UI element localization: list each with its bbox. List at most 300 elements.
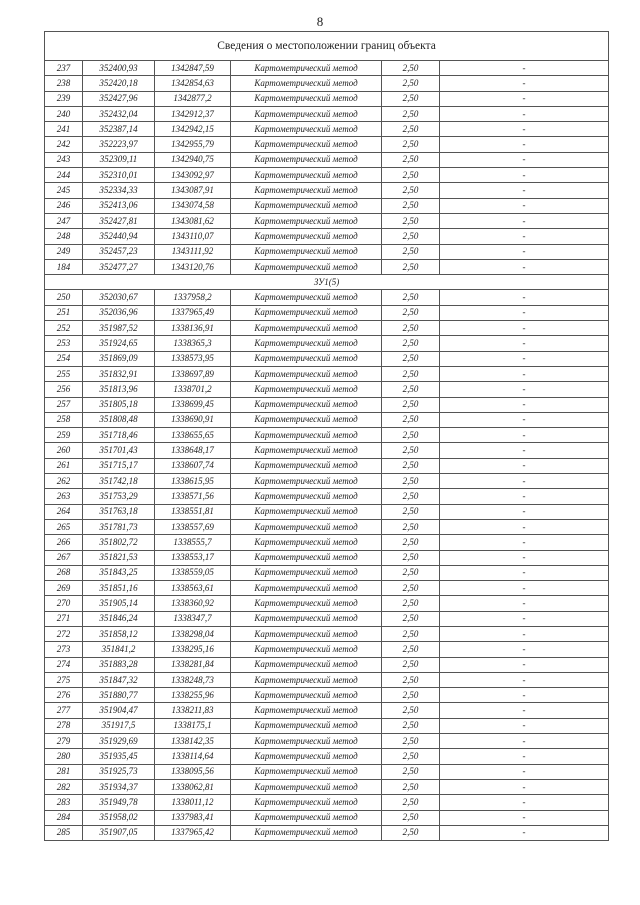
coordinate-y: 1338114,64 [155,749,231,764]
description-cell: - [440,168,609,183]
description-cell: - [440,198,609,213]
description-cell: - [440,305,609,320]
description-cell: - [440,489,609,504]
table-row [45,795,609,810]
accuracy-cell: 2,50 [382,565,440,580]
description-cell: - [440,779,609,794]
point-number: 271 [45,611,83,626]
coordinate-x: 351742,18 [83,474,155,489]
description-cell: - [440,366,609,381]
coordinate-y: 1338573,95 [155,351,231,366]
table-row [45,259,609,274]
coordinate-y: 1343120,76 [155,259,231,274]
coordinate-y: 1338607,74 [155,458,231,473]
point-number: 256 [45,382,83,397]
table-row [45,137,609,152]
coordinate-x: 352427,96 [83,91,155,106]
point-number: 273 [45,642,83,657]
accuracy-cell: 2,50 [382,122,440,137]
coordinate-x: 351858,12 [83,626,155,641]
description-cell: - [440,581,609,596]
coordinate-x: 351718,46 [83,428,155,443]
description-cell: - [440,428,609,443]
point-number: 284 [45,810,83,825]
accuracy-cell: 2,50 [382,825,440,840]
method-cell: Картометрический метод [231,474,382,489]
coordinate-x: 351781,73 [83,519,155,534]
coordinate-y: 1343110,07 [155,229,231,244]
method-cell: Картометрический метод [231,810,382,825]
table-row [45,626,609,641]
point-number: 277 [45,703,83,718]
method-cell: Картометрический метод [231,672,382,687]
point-number: 239 [45,91,83,106]
point-number: 240 [45,106,83,121]
page-number: 8 [316,14,324,29]
coordinate-y: 1338553,17 [155,550,231,565]
accuracy-cell: 2,50 [382,642,440,657]
section-label: ЗУ1(5) [45,275,609,290]
coordinate-x: 351847,32 [83,672,155,687]
table-row [45,596,609,611]
description-cell: - [440,213,609,228]
description-cell: - [440,596,609,611]
method-cell: Картометрический метод [231,61,382,76]
coordinate-y: 1337965,42 [155,825,231,840]
point-number: 266 [45,535,83,550]
method-cell: Картометрический метод [231,626,382,641]
table-row [45,504,609,519]
coordinate-x: 351917,5 [83,718,155,733]
method-cell: Картометрический метод [231,244,382,259]
coordinate-x: 352223,97 [83,137,155,152]
coordinate-y: 1338281,84 [155,657,231,672]
method-cell: Картометрический метод [231,305,382,320]
accuracy-cell: 2,50 [382,581,440,596]
coordinate-y: 1343092,97 [155,168,231,183]
method-cell: Картометрический метод [231,366,382,381]
point-number: 250 [45,290,83,305]
coordinate-x: 351925,73 [83,764,155,779]
point-number: 257 [45,397,83,412]
coordinate-x: 351924,65 [83,336,155,351]
accuracy-cell: 2,50 [382,718,440,733]
description-cell: - [440,76,609,91]
coordinate-x: 351949,78 [83,795,155,810]
table-row [45,764,609,779]
accuracy-cell: 2,50 [382,412,440,427]
description-cell: - [440,519,609,534]
coordinate-y: 1338690,91 [155,412,231,427]
coordinate-x: 352387,14 [83,122,155,137]
accuracy-cell: 2,50 [382,382,440,397]
description-cell: - [440,336,609,351]
method-cell: Картометрический метод [231,764,382,779]
accuracy-cell: 2,50 [382,106,440,121]
coordinate-x: 351851,16 [83,581,155,596]
table-row [45,152,609,167]
description-cell: - [440,443,609,458]
coordinate-x: 351907,05 [83,825,155,840]
point-number: 279 [45,734,83,749]
table-row [45,458,609,473]
coordinate-x: 351841,2 [83,642,155,657]
table-row [45,61,609,76]
coordinate-y: 1337983,41 [155,810,231,825]
point-number: 269 [45,581,83,596]
point-number: 249 [45,244,83,259]
method-cell: Картометрический метод [231,397,382,412]
accuracy-cell: 2,50 [382,351,440,366]
method-cell: Картометрический метод [231,611,382,626]
description-cell: - [440,321,609,336]
coordinate-y: 1342847,59 [155,61,231,76]
coordinate-y: 1337958,2 [155,290,231,305]
table-row [45,443,609,458]
description-cell: - [440,351,609,366]
point-number: 258 [45,412,83,427]
table-row [45,382,609,397]
table-row [45,122,609,137]
coordinate-y: 1338555,7 [155,535,231,550]
method-cell: Картометрический метод [231,168,382,183]
coordinate-y: 1338557,69 [155,519,231,534]
method-cell: Картометрический метод [231,718,382,733]
description-cell: - [440,672,609,687]
description-cell: - [440,183,609,198]
accuracy-cell: 2,50 [382,504,440,519]
coordinate-x: 351934,37 [83,779,155,794]
coordinate-y: 1338248,73 [155,672,231,687]
point-number: 265 [45,519,83,534]
accuracy-cell: 2,50 [382,749,440,764]
coordinate-x: 351958,02 [83,810,155,825]
point-number: 274 [45,657,83,672]
accuracy-cell: 2,50 [382,168,440,183]
table-title: Сведения о местоположении границ объекта [45,32,609,61]
table-row [45,474,609,489]
method-cell: Картометрический метод [231,795,382,810]
table-row [45,535,609,550]
description-cell: - [440,152,609,167]
description-cell: - [440,795,609,810]
accuracy-cell: 2,50 [382,76,440,91]
coordinate-y: 1338347,7 [155,611,231,626]
method-cell: Картометрический метод [231,412,382,427]
table-row [45,397,609,412]
method-cell: Картометрический метод [231,382,382,397]
table-row [45,412,609,427]
point-number: 245 [45,183,83,198]
point-number: 259 [45,428,83,443]
description-cell: - [440,474,609,489]
coordinate-y: 1338142,35 [155,734,231,749]
coordinate-x: 351987,52 [83,321,155,336]
accuracy-cell: 2,50 [382,688,440,703]
point-number: 254 [45,351,83,366]
accuracy-cell: 2,50 [382,458,440,473]
coordinate-y: 1343087,91 [155,183,231,198]
coordinate-x: 352427,81 [83,213,155,228]
method-cell: Картометрический метод [231,596,382,611]
method-cell: Картометрический метод [231,749,382,764]
coordinate-x: 351832,91 [83,366,155,381]
method-cell: Картометрический метод [231,428,382,443]
coordinate-x: 352457,23 [83,244,155,259]
description-cell: - [440,764,609,779]
accuracy-cell: 2,50 [382,305,440,320]
table-row [45,703,609,718]
coordinate-y: 1338211,83 [155,703,231,718]
table-row [45,366,609,381]
method-cell: Картометрический метод [231,106,382,121]
point-number: 251 [45,305,83,320]
table-row [45,76,609,91]
coordinate-y: 1338648,17 [155,443,231,458]
method-cell: Картометрический метод [231,290,382,305]
table-row [45,213,609,228]
description-cell: - [440,504,609,519]
accuracy-cell: 2,50 [382,321,440,336]
coordinate-y: 1342955,79 [155,137,231,152]
description-cell: - [440,626,609,641]
coordinate-x: 352413,06 [83,198,155,213]
table-row [45,519,609,534]
boundary-table [44,31,609,841]
method-cell: Картометрический метод [231,91,382,106]
description-cell: - [440,259,609,274]
description-cell: - [440,657,609,672]
table-row [45,810,609,825]
description-cell: - [440,734,609,749]
table-row [45,688,609,703]
point-number: 248 [45,229,83,244]
method-cell: Картометрический метод [231,183,382,198]
point-number: 263 [45,489,83,504]
table-row [45,183,609,198]
description-cell: - [440,688,609,703]
table-row [45,351,609,366]
description-cell: - [440,244,609,259]
coordinate-x: 351753,29 [83,489,155,504]
method-cell: Картометрический метод [231,259,382,274]
description-cell: - [440,122,609,137]
coordinate-y: 1338175,1 [155,718,231,733]
table-row [45,734,609,749]
point-number: 244 [45,168,83,183]
coordinate-y: 1338697,89 [155,366,231,381]
method-cell: Картометрический метод [231,642,382,657]
coordinate-x: 351701,43 [83,443,155,458]
accuracy-cell: 2,50 [382,336,440,351]
point-number: 246 [45,198,83,213]
accuracy-cell: 2,50 [382,91,440,106]
accuracy-cell: 2,50 [382,213,440,228]
method-cell: Картометрический метод [231,734,382,749]
accuracy-cell: 2,50 [382,550,440,565]
method-cell: Картометрический метод [231,825,382,840]
table-row [45,229,609,244]
accuracy-cell: 2,50 [382,244,440,259]
method-cell: Картометрический метод [231,458,382,473]
table-title-row [45,32,609,61]
coordinate-y: 1338701,2 [155,382,231,397]
method-cell: Картометрический метод [231,336,382,351]
point-number: 276 [45,688,83,703]
accuracy-cell: 2,50 [382,474,440,489]
accuracy-cell: 2,50 [382,779,440,794]
table-row [45,106,609,121]
table-row [45,428,609,443]
method-cell: Картометрический метод [231,550,382,565]
coordinate-x: 351904,47 [83,703,155,718]
coordinate-x: 352440,94 [83,229,155,244]
method-cell: Картометрический метод [231,76,382,91]
coordinate-y: 1338095,56 [155,764,231,779]
method-cell: Картометрический метод [231,703,382,718]
method-cell: Картометрический метод [231,321,382,336]
point-number: 252 [45,321,83,336]
point-number: 267 [45,550,83,565]
point-number: 243 [45,152,83,167]
method-cell: Картометрический метод [231,213,382,228]
accuracy-cell: 2,50 [382,61,440,76]
coordinate-y: 1343074,58 [155,198,231,213]
coordinate-y: 1338255,96 [155,688,231,703]
point-number: 261 [45,458,83,473]
coordinate-x: 351813,96 [83,382,155,397]
coordinate-y: 1342854,63 [155,76,231,91]
description-cell: - [440,91,609,106]
accuracy-cell: 2,50 [382,290,440,305]
description-cell: - [440,458,609,473]
table-row [45,749,609,764]
table-row [45,321,609,336]
method-cell: Картометрический метод [231,657,382,672]
coordinate-y: 1338365,3 [155,336,231,351]
point-number: 184 [45,259,83,274]
coordinate-x: 351846,24 [83,611,155,626]
table-row [45,305,609,320]
method-cell: Картометрический метод [231,581,382,596]
point-number: 282 [45,779,83,794]
accuracy-cell: 2,50 [382,657,440,672]
description-cell: - [440,550,609,565]
table-row [45,91,609,106]
point-number: 264 [45,504,83,519]
accuracy-cell: 2,50 [382,259,440,274]
point-number: 268 [45,565,83,580]
coordinate-y: 1338571,56 [155,489,231,504]
point-number: 237 [45,61,83,76]
accuracy-cell: 2,50 [382,672,440,687]
method-cell: Картометрический метод [231,688,382,703]
coordinate-x: 351869,09 [83,351,155,366]
method-cell: Картометрический метод [231,489,382,504]
accuracy-cell: 2,50 [382,428,440,443]
coordinate-y: 1342942,15 [155,122,231,137]
point-number: 270 [45,596,83,611]
table-row [45,290,609,305]
description-cell: - [440,61,609,76]
table-row [45,581,609,596]
point-number: 260 [45,443,83,458]
accuracy-cell: 2,50 [382,535,440,550]
accuracy-cell: 2,50 [382,734,440,749]
coordinate-y: 1338298,04 [155,626,231,641]
coordinate-x: 351763,18 [83,504,155,519]
coordinate-x: 352310,01 [83,168,155,183]
coordinate-x: 352030,67 [83,290,155,305]
coordinate-y: 1343111,92 [155,244,231,259]
description-cell: - [440,290,609,305]
accuracy-cell: 2,50 [382,443,440,458]
coordinate-y: 1338615,95 [155,474,231,489]
method-cell: Картометрический метод [231,229,382,244]
method-cell: Картометрический метод [231,198,382,213]
coordinate-x: 351905,14 [83,596,155,611]
coordinate-y: 1338295,16 [155,642,231,657]
point-number: 285 [45,825,83,840]
accuracy-cell: 2,50 [382,596,440,611]
coordinate-y: 1338655,65 [155,428,231,443]
table-row [45,672,609,687]
table-row [45,168,609,183]
coordinate-y: 1342912,37 [155,106,231,121]
coordinate-y: 1338062,81 [155,779,231,794]
description-cell: - [440,642,609,657]
coordinate-x: 352334,33 [83,183,155,198]
accuracy-cell: 2,50 [382,626,440,641]
section-row [45,275,609,290]
description-cell: - [440,749,609,764]
coordinate-x: 351843,25 [83,565,155,580]
table-row [45,244,609,259]
accuracy-cell: 2,50 [382,229,440,244]
coordinate-x: 351880,77 [83,688,155,703]
table-row [45,565,609,580]
point-number: 280 [45,749,83,764]
point-number: 242 [45,137,83,152]
accuracy-cell: 2,50 [382,397,440,412]
coordinate-x: 352400,93 [83,61,155,76]
coordinate-x: 351715,17 [83,458,155,473]
table-row [45,642,609,657]
description-cell: - [440,565,609,580]
table-row [45,611,609,626]
accuracy-cell: 2,50 [382,519,440,534]
method-cell: Картометрический метод [231,351,382,366]
point-number: 272 [45,626,83,641]
point-number: 238 [45,76,83,91]
accuracy-cell: 2,50 [382,137,440,152]
coordinate-y: 1338136,91 [155,321,231,336]
table-row [45,825,609,840]
description-cell: - [440,106,609,121]
accuracy-cell: 2,50 [382,198,440,213]
coordinate-y: 1342940,75 [155,152,231,167]
table-row [45,779,609,794]
table-row [45,198,609,213]
method-cell: Картометрический метод [231,443,382,458]
description-cell: - [440,412,609,427]
description-cell: - [440,611,609,626]
coordinate-x: 352420,18 [83,76,155,91]
method-cell: Картометрический метод [231,122,382,137]
coordinate-y: 1337965,49 [155,305,231,320]
description-cell: - [440,825,609,840]
description-cell: - [440,397,609,412]
